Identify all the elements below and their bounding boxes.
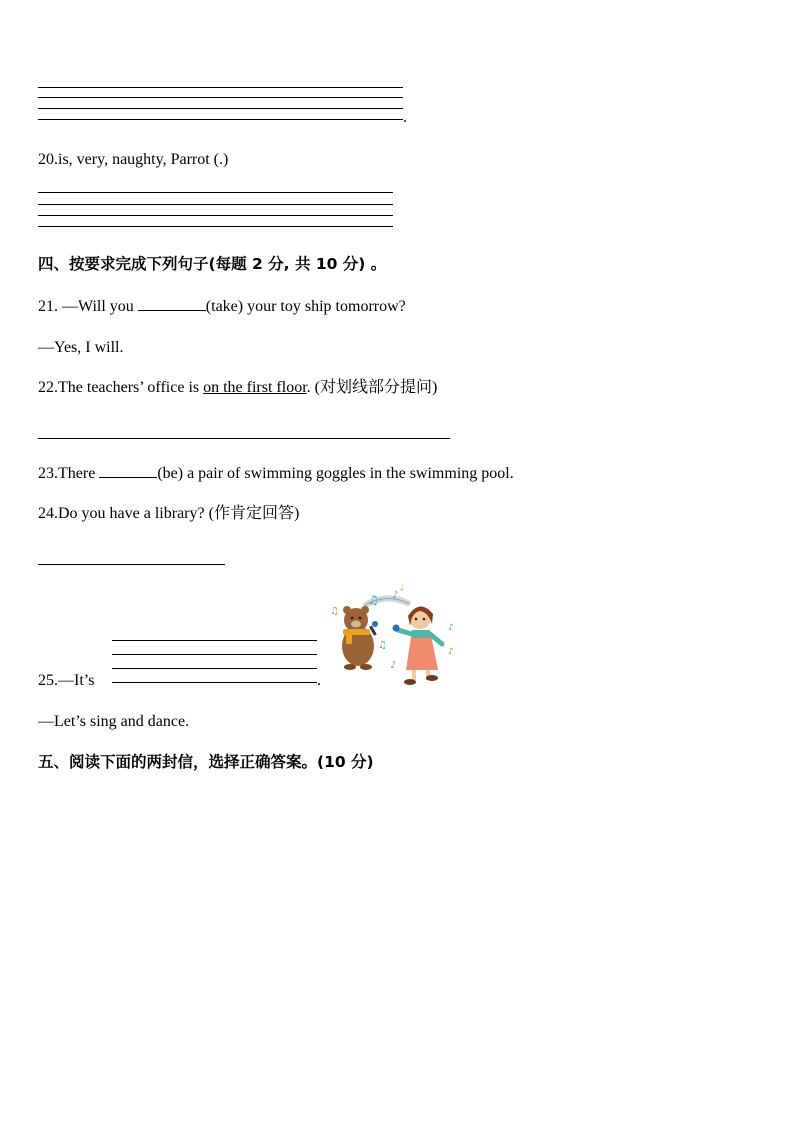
answer-line[interactable] [38, 87, 403, 88]
answer-line[interactable] [112, 682, 317, 683]
answer-line[interactable] [38, 192, 393, 193]
section-4-heading: 四、按要求完成下列句子(每题 2 分, 共 10 分) 。 [38, 255, 387, 273]
question-21 [38, 296, 406, 317]
question-21-prefix: 21. —Will you [38, 298, 138, 315]
answer-line[interactable] [112, 640, 317, 641]
answer-21: —Yes, I will. [38, 339, 124, 356]
answer-line-22[interactable] [38, 438, 450, 439]
end-period: . [403, 109, 407, 126]
answer-line[interactable] [112, 654, 317, 655]
question-22-underlined: on the first floor [203, 379, 307, 396]
question-23 [38, 463, 514, 484]
section-5-heading: 五、阅读下面的两封信，选择正确答案。(10 分) [38, 753, 374, 771]
answer-25: —Let’s sing and dance. [38, 713, 190, 730]
answer-line[interactable] [38, 215, 393, 216]
svg-text:♫: ♫ [368, 593, 379, 607]
answer-line[interactable] [38, 226, 393, 227]
svg-text:♪: ♪ [392, 590, 399, 601]
blank-23[interactable] [99, 463, 157, 478]
question-21-suffix: (take) your toy ship tomorrow? [205, 298, 406, 315]
answer-line[interactable] [38, 108, 403, 109]
question-23-prefix: 23.There [38, 465, 100, 482]
question-20: 20.is, very, naughty, Parrot (.) [38, 151, 229, 168]
question-22-suffix: . (对划线部分提问) [306, 379, 438, 396]
svg-text:♪: ♪ [448, 623, 454, 633]
question-22-prefix: 22.The teachers’ office is [38, 379, 204, 396]
answer-line[interactable] [38, 97, 403, 98]
blank-21[interactable] [138, 296, 206, 311]
answer-line[interactable] [38, 119, 403, 120]
svg-text:♪: ♪ [390, 660, 397, 671]
svg-text:♫: ♫ [378, 640, 387, 651]
question-25-period: . [317, 672, 321, 689]
answer-line[interactable] [112, 668, 317, 669]
question-22 [38, 378, 437, 398]
answer-line-24[interactable] [38, 564, 225, 565]
svg-text:♪: ♪ [448, 647, 454, 657]
question-24: 24.Do you have a library? (作肯定回答) [38, 505, 300, 522]
answer-line[interactable] [38, 204, 393, 205]
question-23-suffix: (be) a pair of swimming goggles in the swimming pool. [157, 465, 514, 482]
question-25-prefix: 25.—It’s [38, 672, 95, 689]
svg-text:♩: ♩ [400, 584, 404, 592]
svg-text:♫: ♫ [330, 606, 339, 617]
bear-and-girl-singing-icon [326, 584, 458, 688]
